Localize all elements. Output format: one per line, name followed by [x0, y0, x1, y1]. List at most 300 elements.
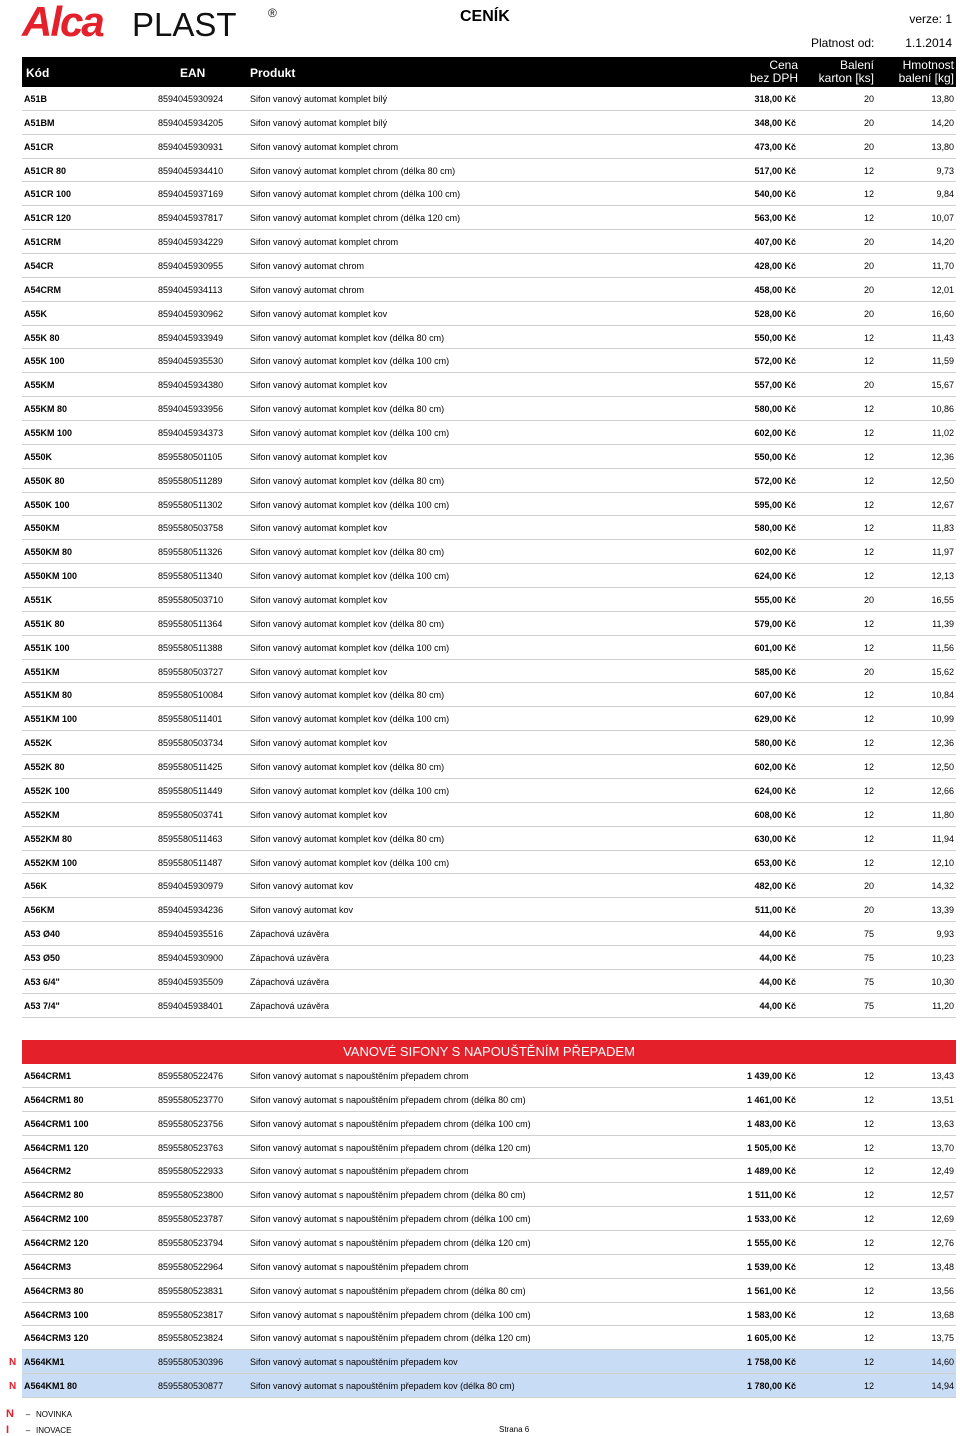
- cell-kod: A51CR 120: [24, 213, 72, 224]
- cell-cena: 1 489,00 Kč: [746, 1166, 796, 1177]
- cell-cena: 44,00 Kč: [759, 976, 796, 987]
- cell-kod: A564CRM1 80: [24, 1094, 84, 1105]
- legend-novinka: N – NOVINKA: [6, 1408, 73, 1420]
- table-row: [22, 636, 956, 660]
- cell-ean: 8595580503758: [158, 523, 224, 534]
- cell-kod: A55KM: [24, 380, 55, 391]
- table-row: [22, 994, 956, 1018]
- cell-ean: 8594045934373: [158, 428, 224, 439]
- cell-kod: A552K 80: [24, 762, 65, 773]
- cell-ean: 8595580523800: [158, 1190, 224, 1201]
- cell-produkt: Zápachová uzávěra: [250, 1000, 330, 1011]
- cell-cena: 602,00 Kč: [754, 547, 796, 558]
- price-table-automat: [22, 87, 956, 1018]
- cell-hmotnost: 9,73: [936, 165, 954, 176]
- cell-cena: 517,00 Kč: [754, 165, 796, 176]
- cell-baleni: 12: [863, 642, 874, 653]
- cell-ean: 8595580511364: [158, 618, 223, 629]
- cell-baleni: 12: [863, 213, 874, 224]
- cell-cena: 602,00 Kč: [754, 428, 796, 439]
- cell-kod: A54CR: [24, 261, 54, 272]
- table-row: [22, 874, 956, 898]
- cell-hmotnost: 12,50: [931, 762, 954, 773]
- cell-ean: 8595580523770: [158, 1094, 224, 1105]
- cell-produkt: Sifon vanový automat komplet kov (délka 80 cm): [250, 547, 445, 558]
- cell-produkt: Zápachová uzávěra: [250, 952, 330, 963]
- cell-cena: 528,00 Kč: [754, 308, 796, 319]
- cell-baleni: 12: [863, 714, 874, 725]
- cell-hmotnost: 11,80: [932, 809, 954, 820]
- cell-produkt: Sifon vanový automat s napouštěním přepadem chrom (délka 80 cm): [250, 1190, 526, 1201]
- page-number: Strana 6: [499, 1425, 530, 1434]
- cell-hmotnost: 13,48: [931, 1261, 954, 1272]
- table-row: [9, 1374, 956, 1398]
- cell-kod: A564CRM2: [24, 1166, 72, 1177]
- cell-cena: 624,00 Kč: [754, 571, 796, 582]
- cell-hmotnost: 12,36: [931, 451, 954, 462]
- cell-produkt: Sifon vanový automat komplet kov (délka 80 cm): [250, 690, 445, 701]
- table-row: [22, 87, 956, 111]
- cell-baleni: 20: [863, 261, 874, 272]
- table-row: [22, 922, 956, 946]
- cell-ean: 8595580523787: [158, 1214, 224, 1225]
- cell-hmotnost: 11,97: [932, 547, 954, 558]
- cell-hmotnost: 15,67: [931, 380, 954, 391]
- table-row: [22, 1255, 956, 1279]
- cell-produkt: Sifon vanový automat komplet kov (délka 80 cm): [250, 762, 445, 773]
- cell-ean: 8594045933956: [158, 404, 224, 415]
- cell-hmotnost: 13,80: [931, 141, 954, 152]
- cell-baleni: 12: [863, 571, 874, 582]
- cell-baleni: 12: [863, 1190, 874, 1201]
- cell-hmotnost: 15,62: [931, 666, 954, 677]
- table-row: [22, 254, 956, 278]
- cell-ean: 8595580511449: [158, 785, 223, 796]
- cell-kod: A564KM1: [24, 1357, 65, 1368]
- table-row: [22, 349, 956, 373]
- cell-kod: A51CR 80: [24, 165, 67, 176]
- cell-hmotnost: 13,70: [931, 1142, 954, 1153]
- cell-kod: A564CRM2 80: [24, 1190, 84, 1201]
- cell-produkt: Sifon vanový automat komplet kov: [250, 738, 388, 749]
- column-ean: EAN: [180, 66, 206, 80]
- cell-baleni: 12: [863, 1094, 874, 1105]
- cell-ean: 8595580510084: [158, 690, 224, 701]
- table-row: [22, 516, 956, 540]
- cell-produkt: Sifon vanový automat komplet chrom (délka 80 cm): [250, 165, 456, 176]
- cell-baleni: 20: [863, 141, 874, 152]
- cell-baleni: 12: [863, 499, 874, 510]
- cell-cena: 585,00 Kč: [754, 666, 796, 677]
- cell-cena: 572,00 Kč: [754, 356, 796, 367]
- cell-baleni: 12: [863, 1071, 874, 1081]
- cell-produkt: Sifon vanový automat komplet kov: [250, 809, 388, 820]
- cell-ean: 8594045935509: [158, 976, 224, 987]
- cell-ean: 8595580523756: [158, 1118, 224, 1129]
- table-row: [22, 1112, 956, 1136]
- cell-cena: 557,00 Kč: [754, 380, 796, 391]
- row-flag: N: [9, 1357, 17, 1369]
- cell-ean: 8595580511302: [158, 499, 223, 510]
- cell-kod: A550K 100: [24, 499, 70, 510]
- cell-baleni: 12: [863, 1118, 874, 1129]
- cell-cena: 511,00 Kč: [754, 905, 796, 916]
- cell-kod: A551K 100: [24, 642, 70, 653]
- cell-kod: A550KM: [24, 523, 60, 534]
- cell-kod: A55KM 80: [24, 404, 68, 415]
- cell-cena: 1 780,00 Kč: [746, 1381, 796, 1392]
- column-produkt: Produkt: [250, 66, 296, 80]
- cell-cena: 555,00 Kč: [754, 595, 796, 606]
- cell-kod: A53 7/4": [24, 1000, 60, 1011]
- cell-hmotnost: 14,60: [931, 1357, 954, 1368]
- cell-hmotnost: 16,55: [931, 595, 954, 606]
- cell-baleni: 12: [863, 428, 874, 439]
- cell-hmotnost: 10,84: [931, 690, 954, 701]
- cell-kod: A564CRM1 120: [24, 1142, 89, 1153]
- cell-kod: A552K 100: [24, 785, 70, 796]
- cell-ean: 8595580523824: [158, 1333, 224, 1344]
- table-row: [22, 1326, 956, 1350]
- cell-hmotnost: 13,56: [931, 1285, 954, 1296]
- cell-cena: 563,00 Kč: [754, 213, 796, 224]
- cell-produkt: Sifon vanový automat komplet kov: [250, 451, 388, 462]
- table-row: [22, 397, 956, 421]
- cell-produkt: Sifon vanový automat s napouštěním přepadem chrom (délka 120 cm): [250, 1333, 531, 1344]
- cell-baleni: 12: [863, 618, 874, 629]
- cell-ean: 8594045930979: [158, 881, 224, 892]
- section-title: VANOVÉ SIFONY S NAPOUŠTĚNÍM PŘEPADEM: [22, 1040, 956, 1064]
- table-row: [22, 540, 956, 564]
- cell-produkt: Sifon vanový automat kov: [250, 881, 354, 892]
- cell-baleni: 12: [863, 1381, 874, 1392]
- cell-ean: 8595580523831: [158, 1285, 224, 1296]
- cell-produkt: Sifon vanový automat komplet kov: [250, 308, 388, 319]
- cell-ean: 8594045930900: [158, 952, 224, 963]
- cell-cena: 629,00 Kč: [754, 714, 796, 725]
- table-row: [22, 373, 956, 397]
- cell-ean: 8594045937169: [158, 189, 224, 200]
- cell-cena: 1 605,00 Kč: [746, 1333, 796, 1344]
- cell-baleni: 20: [863, 308, 874, 319]
- cell-hmotnost: 9,93: [936, 929, 954, 940]
- cell-kod: A51B: [24, 94, 48, 104]
- table-row: [22, 182, 956, 206]
- cell-ean: 8594045934229: [158, 237, 224, 248]
- cell-hmotnost: 11,94: [932, 833, 954, 844]
- table-row: [22, 206, 956, 230]
- cell-ean: 8594045937817: [158, 213, 224, 224]
- cell-ean: 8595580530877: [158, 1381, 224, 1392]
- cell-hmotnost: 12,13: [931, 571, 954, 582]
- cell-kod: A53 Ø50: [24, 952, 61, 963]
- cell-produkt: Sifon vanový automat komplet kov (délka 100 cm): [250, 785, 450, 796]
- table-row: [22, 159, 956, 183]
- table-row: [22, 564, 956, 588]
- cell-baleni: 20: [863, 881, 874, 892]
- cell-cena: 1 461,00 Kč: [746, 1094, 796, 1105]
- cell-produkt: Sifon vanový automat komplet chrom: [250, 237, 399, 248]
- cell-cena: 1 505,00 Kč: [746, 1142, 796, 1153]
- cell-kod: A550K 80: [24, 475, 65, 486]
- cell-produkt: Sifon vanový automat s napouštěním přepadem kov: [250, 1357, 458, 1368]
- cell-cena: 428,00 Kč: [754, 261, 796, 272]
- cell-ean: 8595580522476: [158, 1071, 224, 1081]
- cell-hmotnost: 13,43: [931, 1071, 954, 1081]
- cell-cena: 607,00 Kč: [754, 690, 796, 701]
- cell-hmotnost: 10,86: [931, 404, 954, 415]
- cell-cena: 572,00 Kč: [754, 475, 796, 486]
- cell-produkt: Sifon vanový automat komplet kov (délka 100 cm): [250, 714, 450, 725]
- cell-kod: A550K: [24, 451, 53, 462]
- table-row: [22, 588, 956, 612]
- table-row: [22, 493, 956, 517]
- cell-baleni: 20: [863, 284, 874, 295]
- cell-kod: A564CRM3 120: [24, 1333, 89, 1344]
- cell-baleni: 12: [863, 475, 874, 486]
- cell-cena: 580,00 Kč: [754, 523, 796, 534]
- cell-cena: 1 539,00 Kč: [746, 1261, 796, 1272]
- cell-baleni: 20: [863, 237, 874, 248]
- cell-kod: A51CRM: [24, 237, 62, 248]
- table-row: [22, 445, 956, 469]
- table-row: [22, 612, 956, 636]
- cell-cena: 602,00 Kč: [754, 762, 796, 773]
- cell-baleni: 12: [863, 547, 874, 558]
- cell-kod: A564CRM3: [24, 1261, 72, 1272]
- cell-cena: 1 561,00 Kč: [746, 1285, 796, 1296]
- cell-cena: 595,00 Kč: [754, 499, 796, 510]
- cell-ean: 8595580511425: [158, 762, 223, 773]
- table-row: [22, 1064, 956, 1088]
- alcaplast-logo: Alca PLAST ®: [22, 0, 277, 45]
- cell-ean: 8594045930924: [158, 94, 224, 104]
- cell-ean: 8595580511289: [158, 475, 223, 486]
- cell-hmotnost: 12,69: [931, 1214, 954, 1225]
- cell-kod: A564CRM3 80: [24, 1285, 84, 1296]
- cell-kod: A552KM 80: [24, 833, 73, 844]
- cell-ean: 8594045930955: [158, 261, 224, 272]
- cell-hmotnost: 12,76: [931, 1238, 954, 1249]
- cell-cena: 482,00 Kč: [754, 881, 796, 892]
- page-title: CENÍK: [460, 8, 510, 25]
- cell-produkt: Sifon vanový automat komplet kov (délka 80 cm): [250, 618, 445, 629]
- cell-kod: A564KM1 80: [24, 1381, 78, 1392]
- cell-cena: 473,00 Kč: [754, 141, 796, 152]
- cell-kod: A564CRM1 100: [24, 1118, 89, 1129]
- cell-ean: 8595580522933: [158, 1166, 224, 1177]
- cell-hmotnost: 11,02: [932, 428, 954, 439]
- cell-hmotnost: 10,30: [931, 976, 954, 987]
- cell-baleni: 20: [863, 380, 874, 391]
- cell-produkt: Sifon vanový automat komplet chrom (délka 100 cm): [250, 189, 461, 200]
- table-row: [22, 135, 956, 159]
- table-row: [22, 1231, 956, 1255]
- table-row: [22, 898, 956, 922]
- cell-kod: A550KM 100: [24, 571, 78, 582]
- cell-kod: A55K 80: [24, 332, 60, 343]
- table-row: [22, 421, 956, 445]
- table-row: [22, 1279, 956, 1303]
- cell-ean: 8595580523763: [158, 1142, 224, 1153]
- cell-cena: 579,00 Kč: [754, 618, 796, 629]
- table-row: [22, 302, 956, 326]
- table-row: [22, 230, 956, 254]
- cell-hmotnost: 11,83: [932, 523, 954, 534]
- cell-produkt: Sifon vanový automat s napouštěním přepadem kov (délka 80 cm): [250, 1381, 515, 1392]
- cell-kod: A551KM: [24, 666, 60, 677]
- validity-label: Platnost od:: [811, 36, 875, 50]
- cell-baleni: 12: [863, 1142, 874, 1153]
- cell-baleni: 12: [863, 1309, 874, 1320]
- table-row: [22, 1303, 956, 1327]
- cell-produkt: Sifon vanový automat s napouštěním přepadem chrom (délka 100 cm): [250, 1214, 531, 1225]
- table-row: [22, 755, 956, 779]
- cell-hmotnost: 14,32: [931, 881, 954, 892]
- table-row: [22, 731, 956, 755]
- cell-kod: A564CRM2 100: [24, 1214, 89, 1225]
- cell-baleni: 75: [863, 1000, 874, 1011]
- cell-baleni: 75: [863, 952, 874, 963]
- cell-ean: 8594045938401: [158, 1000, 224, 1011]
- table-row: [9, 1350, 956, 1374]
- cell-hmotnost: 9,84: [936, 189, 954, 200]
- cell-kod: A551KM 80: [24, 690, 73, 701]
- cell-baleni: 20: [863, 595, 874, 606]
- cell-baleni: 12: [863, 451, 874, 462]
- cell-ean: 8595580523817: [158, 1309, 224, 1320]
- cell-baleni: 12: [863, 356, 874, 367]
- cell-hmotnost: 11,56: [932, 642, 954, 653]
- cell-cena: 580,00 Kč: [754, 738, 796, 749]
- table-row: [22, 779, 956, 803]
- cell-produkt: Sifon vanový automat s napouštěním přepadem chrom (délka 80 cm): [250, 1285, 526, 1296]
- cell-kod: A55K: [24, 308, 48, 319]
- cell-produkt: Sifon vanový automat komplet kov (délka 80 cm): [250, 404, 445, 415]
- table-row: [22, 1183, 956, 1207]
- cell-hmotnost: 12,66: [931, 785, 954, 796]
- cell-cena: 1 758,00 Kč: [746, 1357, 796, 1368]
- cell-kod: A51CR: [24, 141, 54, 152]
- cell-kod: A55K 100: [24, 356, 65, 367]
- cell-ean: 8595580511401: [158, 714, 223, 725]
- cell-kod: A551K: [24, 595, 53, 606]
- cell-produkt: Sifon vanový automat komplet kov: [250, 523, 388, 534]
- cell-produkt: Sifon vanový automat komplet kov: [250, 380, 388, 391]
- cell-ean: 8595580503741: [158, 809, 224, 820]
- cell-ean: 8594045935530: [158, 356, 224, 367]
- cell-ean: 8595580530396: [158, 1357, 224, 1368]
- cell-kod: A55KM 100: [24, 428, 73, 439]
- cell-ean: 8595580511463: [158, 833, 223, 844]
- cell-cena: 348,00 Kč: [754, 117, 796, 128]
- cell-hmotnost: 12,01: [931, 284, 954, 295]
- cell-cena: 540,00 Kč: [754, 189, 796, 200]
- cell-hmotnost: 11,39: [932, 618, 954, 629]
- cell-hmotnost: 11,59: [932, 356, 954, 367]
- table-row: [22, 469, 956, 493]
- table-row: [22, 707, 956, 731]
- legend-inovace: I – INOVACE: [6, 1424, 72, 1436]
- cell-hmotnost: 12,50: [931, 475, 954, 486]
- cell-kod: A51BM: [24, 117, 55, 128]
- cell-baleni: 12: [863, 404, 874, 415]
- cell-baleni: 12: [863, 738, 874, 749]
- cell-produkt: Sifon vanový automat chrom: [250, 261, 365, 272]
- cell-ean: 8595580511326: [158, 547, 223, 558]
- cell-ean: 8594045934205: [158, 117, 224, 128]
- cell-cena: 630,00 Kč: [754, 833, 796, 844]
- cell-baleni: 12: [863, 332, 874, 343]
- table-row: [22, 111, 956, 135]
- cell-baleni: 20: [863, 905, 874, 916]
- cell-hmotnost: 11,70: [932, 261, 954, 272]
- table-row: [22, 1136, 956, 1160]
- table-row: [22, 683, 956, 707]
- cell-kod: A56KM: [24, 905, 55, 916]
- table-row: [22, 827, 956, 851]
- cell-produkt: Sifon vanový automat komplet chrom: [250, 141, 399, 152]
- cell-ean: 8594045934236: [158, 905, 224, 916]
- cell-kod: A564CRM1: [24, 1071, 72, 1081]
- cell-ean: 8594045935516: [158, 929, 224, 940]
- cell-cena: 1 533,00 Kč: [746, 1214, 796, 1225]
- cell-kod: A54CRM: [24, 284, 62, 295]
- cell-produkt: Sifon vanový automat s napouštěním přepadem chrom (délka 100 cm): [250, 1118, 531, 1129]
- cell-cena: 44,00 Kč: [759, 952, 796, 963]
- row-flag: N: [9, 1381, 17, 1393]
- column-hmotnost: Hmotnost balení [kg]: [898, 58, 954, 85]
- cell-produkt: Sifon vanový automat komplet kov (délka 80 cm): [250, 332, 445, 343]
- cell-produkt: Zápachová uzávěra: [250, 929, 330, 940]
- cell-baleni: 20: [863, 666, 874, 677]
- cell-baleni: 12: [863, 1333, 874, 1344]
- cell-ean: 8594045934380: [158, 380, 224, 391]
- cell-kod: A551KM 100: [24, 714, 78, 725]
- cell-kod: A53 6/4": [24, 976, 60, 987]
- cell-baleni: 12: [863, 690, 874, 701]
- cell-produkt: Sifon vanový automat komplet kov (délka 100 cm): [250, 356, 450, 367]
- cell-cena: 44,00 Kč: [759, 1000, 796, 1011]
- cell-baleni: 12: [863, 785, 874, 796]
- cell-cena: 601,00 Kč: [754, 642, 796, 653]
- cell-ean: 8595580511487: [158, 857, 223, 868]
- cell-hmotnost: 13,80: [931, 94, 954, 104]
- cell-baleni: 12: [863, 762, 874, 773]
- cell-ean: 8594045930931: [158, 141, 224, 152]
- cell-cena: 1 583,00 Kč: [746, 1309, 796, 1320]
- cell-produkt: Sifon vanový automat komplet kov: [250, 666, 388, 677]
- table-row: [22, 1088, 956, 1112]
- cell-produkt: Sifon vanový automat komplet kov (délka 80 cm): [250, 833, 445, 844]
- cell-ean: 8594045934410: [158, 165, 224, 176]
- cell-hmotnost: 14,20: [931, 117, 954, 128]
- cell-produkt: Sifon vanový automat chrom: [250, 284, 365, 295]
- cell-produkt: Sifon vanový automat komplet kov: [250, 595, 388, 606]
- cell-baleni: 12: [863, 857, 874, 868]
- column-kod: Kód: [26, 66, 50, 80]
- cell-produkt: Sifon vanový automat komplet kov (délka 100 cm): [250, 499, 450, 510]
- cell-hmotnost: 13,51: [931, 1094, 954, 1105]
- cell-cena: 318,00 Kč: [754, 94, 796, 104]
- cell-kod: A552KM 100: [24, 857, 78, 868]
- cell-hmotnost: 12,36: [931, 738, 954, 749]
- table-row: [22, 1159, 956, 1183]
- cell-kod: A551K 80: [24, 618, 65, 629]
- table-row: [22, 946, 956, 970]
- cell-ean: 8595580511388: [158, 642, 223, 653]
- cell-hmotnost: 12,49: [931, 1166, 954, 1177]
